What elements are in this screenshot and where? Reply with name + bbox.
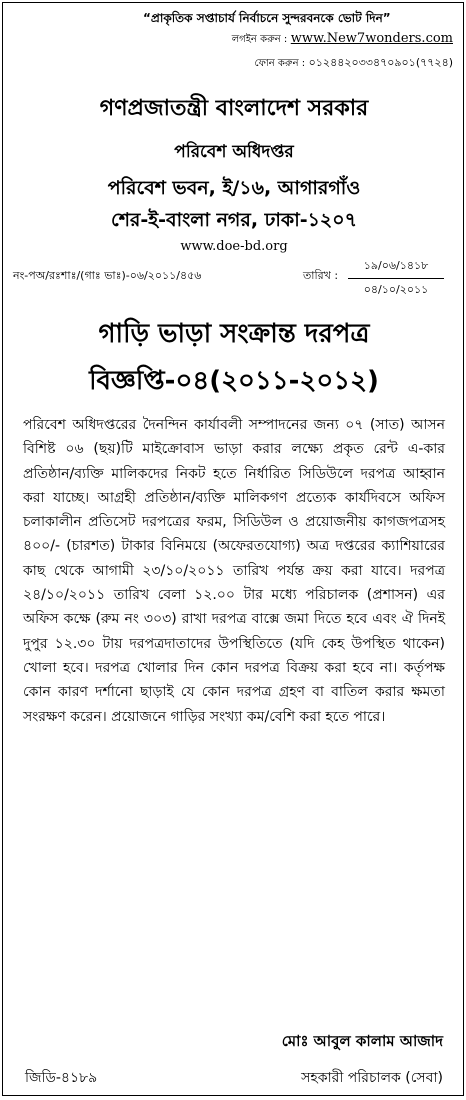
address-line-1: পরিবেশ ভবন, ই/১৬, আগারগাঁও [107,177,361,199]
department-name: পরিবেশ অধিদপ্তর [174,142,294,162]
campaign-slogan: “প্রাকৃতিক সপ্তাচার্য নির্বাচনে সুন্দরবনকে ভোট দিন” [143,11,391,25]
phone-line [255,54,453,73]
phone-number: ০১২৪৪২০৩৩৪৭০৯০১(৭৭২৪) [308,56,453,69]
gd-reference: জিডি-৪১৮৯ [25,1070,98,1086]
tender-notice [2,2,464,1096]
login-label: লগইন করুন : [231,34,288,45]
date-english: ০৪/১০/২০১১ [363,283,429,296]
notice-body: পরিবেশ অধিদপ্তরের দৈনন্দিন কার্যাবলী সম্পাদনের জন্য ০৭ (সাত) আসন বিশিষ্ট ০৬ (ছয়)টি মাইক্রোবাস ভাড়া করার লক্ষ্যে প্রকৃত রেন্ট এ-কার প্রতিষ্ঠান/ব্যক্তি মালিকদের নিকট হতে নির্ধারিত সিডিউলে দরপত্র আহ্বান করা যাচ্ছে। আগ্রহী প্রতিষ্ঠান/ব্যক্তি মালিকগণ প্রত্যেক কার্যদিবসে অফিস চলাকালীন প্রতিসেট দরপত্রের ফরম, সিডিউল ও প্রয়োজনীয় কাগজপত্রসহ ৪০০/- (চারশত) টাকার বিনিময়ে (অফেরতযোগ্য) অত্র দপ্তরের ক্যাশিয়ারের কাছ থেকে আগামী ২৩/১০/২০১১ তারিখ পর্যন্ত ক্রয় করা যাবে। দরপত্র ২৪/১০/২০১১ তারিখ বেলা ১২.০০ টার মধ্যে পরিচালক (প্রশাসন) এর অফিস কক্ষে (রুম নং ৩০৩) রাখা দরপত্র বাক্সে জমা দিতে হবে এবং ঐ দিনই দুপুর ১২.৩০ টায় দরপত্রদাতাদের উপস্থিতিতে (যদি কেহ উপস্থিত থাকেন) খোলা হবে। দরপত্র খোলার দিন কোন দরপত্র বিক্রয় করা হবে না। কর্তৃপক্ষ কোন কারণ দর্শানো ছাড়াই যে কোন দরপত্র গ্রহণ বা বাতিল করার ক্ষমতা সংরক্ষণ করেন। প্রয়োজনে গাড়ির সংখ্যা কম/বেশি করা হতে পারে। [23,417,445,725]
website-link[interactable]: www.doe-bd.org [180,239,288,254]
login-line [232,31,453,49]
government-name: গণপ্রজাতন্ত্রী বাংলাদেশ সরকার [99,96,369,121]
date-bangla: ১৯/০৬/১৪১৮ [348,257,444,279]
notice-subtitle: বিজ্ঞপ্তি-০৪(২০১১-২০১২) [89,366,379,396]
phone-label: ফোন করুন : [254,58,306,69]
signatory-title: সহকারী পরিচালক (সেবা) [301,1070,443,1086]
login-url-link[interactable]: www.New7wonders.com [290,31,453,46]
date-fraction [348,257,444,300]
address-line-2: শের-ই-বাংলা নগর, ঢাকা-১২০৭ [110,209,357,231]
date-label: তারিখ : [303,269,339,282]
memo-number: নং-পঅ/রঃশাঃ/(গাঃ ভাঃ)-০৬/২০১১/৪৫৬ [13,269,202,282]
signatory-name: মোঃ আবুল কালাম আজাদ [281,1032,443,1050]
notice-title: গাড়ি ভাড়া সংক্রান্ত দরপত্র [98,319,370,349]
